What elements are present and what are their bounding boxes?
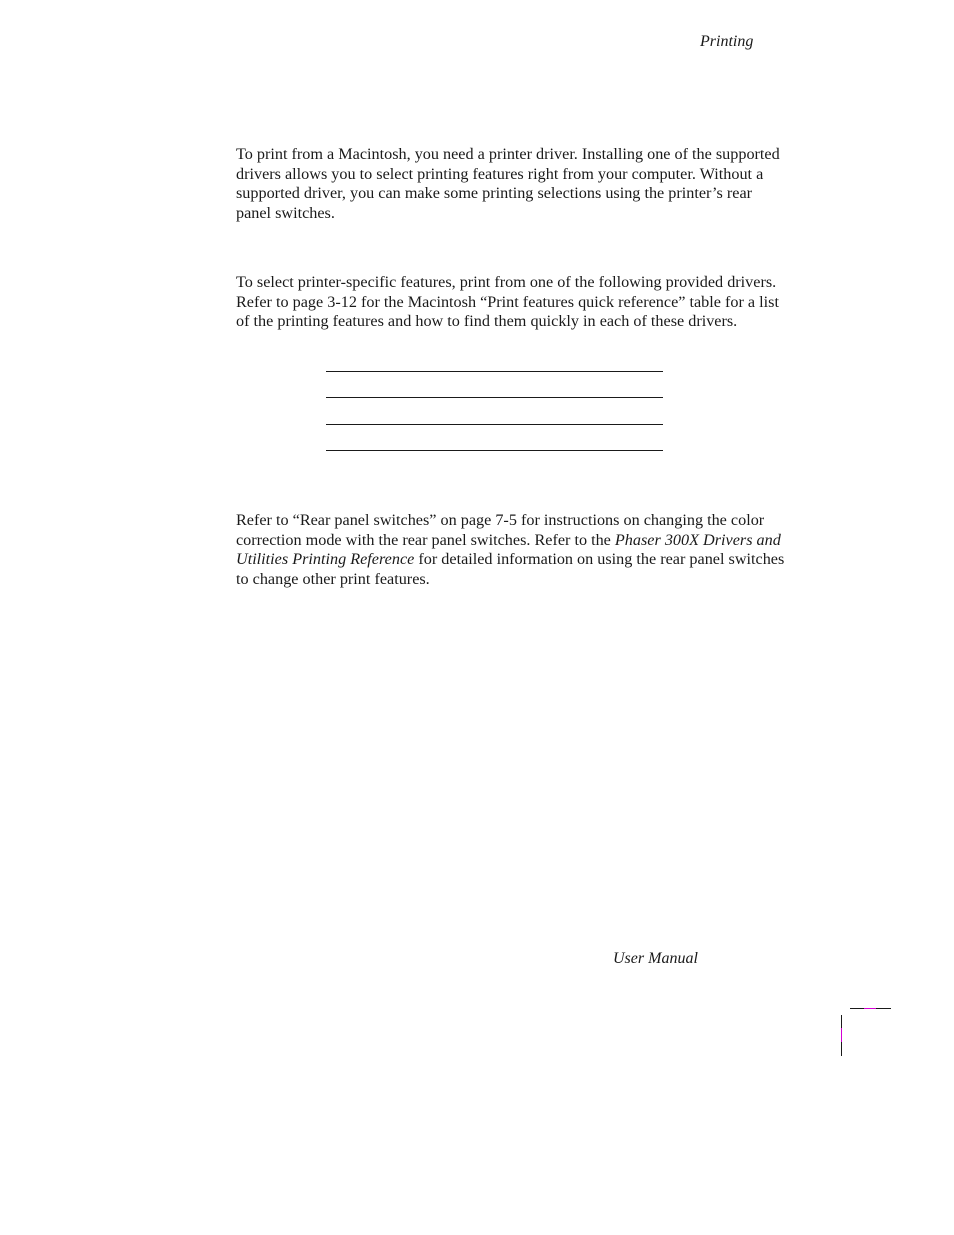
running-head: Printing [700,33,754,50]
rear-panel-text-1: Refer to “Rear panel switches” on page 7-5 for instructions on changing the color correction mode with the rear panel switches. Refer to the [236,511,765,549]
footer-label: User Manual [613,950,698,967]
table-rule [326,424,663,425]
tab-mark-accent-vertical [841,1028,842,1042]
chapter-tab-mark-vertical [841,1015,842,1056]
rear-panel-paragraph [236,511,788,589]
table-rule [326,371,663,372]
chapter-tab-mark [850,1008,891,1009]
intro-paragraph: To print from a Macintosh, you need a printer driver. Installing one of the supported drivers allows you to select printing features right from your computer. Without a supported driver, you can make some printing selections using the printer’s rear panel switches. [236,145,780,222]
tab-mark-accent [864,1008,876,1009]
drivers-paragraph: To select printer-specific features, print from one of the following provided drivers. Refer to page 3-12 for the Macintosh “Print features quick reference” table for a list of the printing features and how to find them quickly in each of these drivers. [236,273,779,331]
table-rule [326,397,663,398]
book-title: Phaser 300X Drivers and Utilities Printing Reference [236,530,781,569]
rear-panel-text-2: for detailed information on using the rear panel switches to change other print features. [236,550,785,588]
table-rule [326,450,663,451]
